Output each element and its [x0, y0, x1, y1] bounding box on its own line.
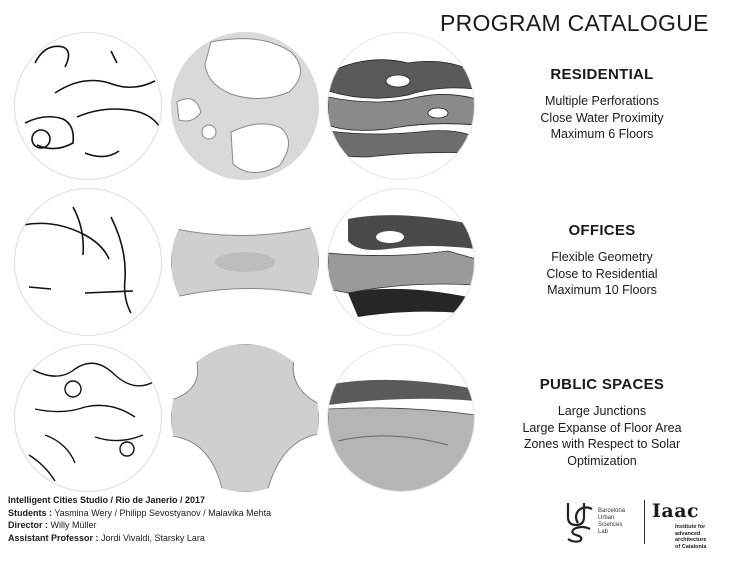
residential-mesh-image	[171, 32, 319, 180]
public-spaces-render-image	[327, 344, 475, 492]
program-title: PUBLIC SPACES	[539, 376, 665, 393]
iaac-logo-text: Institute for advanced architecture of Catalonia	[675, 524, 707, 550]
public-spaces-sketch-image	[14, 344, 162, 492]
logo-divider	[644, 500, 645, 544]
page-title: PROGRAM CATALOGUE	[440, 10, 709, 36]
ucs-logo-text: Barcelona Urban Sciences Lab	[598, 508, 626, 535]
offices-render-image	[327, 188, 475, 336]
program-criterion: Zones with Respect to Solar	[523, 437, 681, 451]
students-label: Students :	[8, 507, 52, 518]
program-criterion: Close to Residential	[546, 266, 658, 281]
public-spaces-program	[492, 376, 712, 469]
program-criterion: Multiple Perforations	[545, 94, 659, 108]
program-title: RESIDENTIAL	[550, 66, 654, 83]
program-criterion: Flexible Geometry	[551, 250, 653, 264]
public-spaces-mesh-image	[171, 344, 319, 492]
program-criterion: Large Junctions	[557, 404, 647, 418]
director-label: Director :	[8, 520, 49, 530]
studio-line: Intelligent Cities Studio / Rio de Janerio / 2017	[8, 495, 206, 505]
program-criterion: Maximum 6 Floors	[550, 127, 654, 141]
offices-program	[492, 222, 712, 299]
ucs-logo	[564, 499, 596, 543]
program-criterion: Close Water Proximity	[540, 110, 664, 125]
students-names: Yasmina Wery / Philipp Sevostyanov / Malavika Mehta	[54, 507, 272, 518]
offices-sketch-image	[14, 188, 162, 336]
credits	[8, 494, 271, 544]
program-title: OFFICES	[568, 222, 636, 239]
program-criterion: Optimization	[567, 453, 637, 468]
residential-program	[492, 66, 712, 143]
assistant-names: Jordi Vivaldi, Starsky Lara	[101, 532, 205, 543]
director-name: Willy Müller	[50, 520, 97, 530]
assistant-label: Assistant Professor :	[8, 532, 99, 543]
residential-sketch-image	[14, 32, 162, 180]
program-criterion: Large Expanse of Floor Area	[522, 420, 682, 435]
offices-mesh-image	[171, 188, 319, 336]
iaac-logo: Iaac	[652, 500, 700, 522]
residential-render-image	[327, 32, 475, 180]
program-criterion: Maximum 10 Floors	[547, 283, 657, 297]
